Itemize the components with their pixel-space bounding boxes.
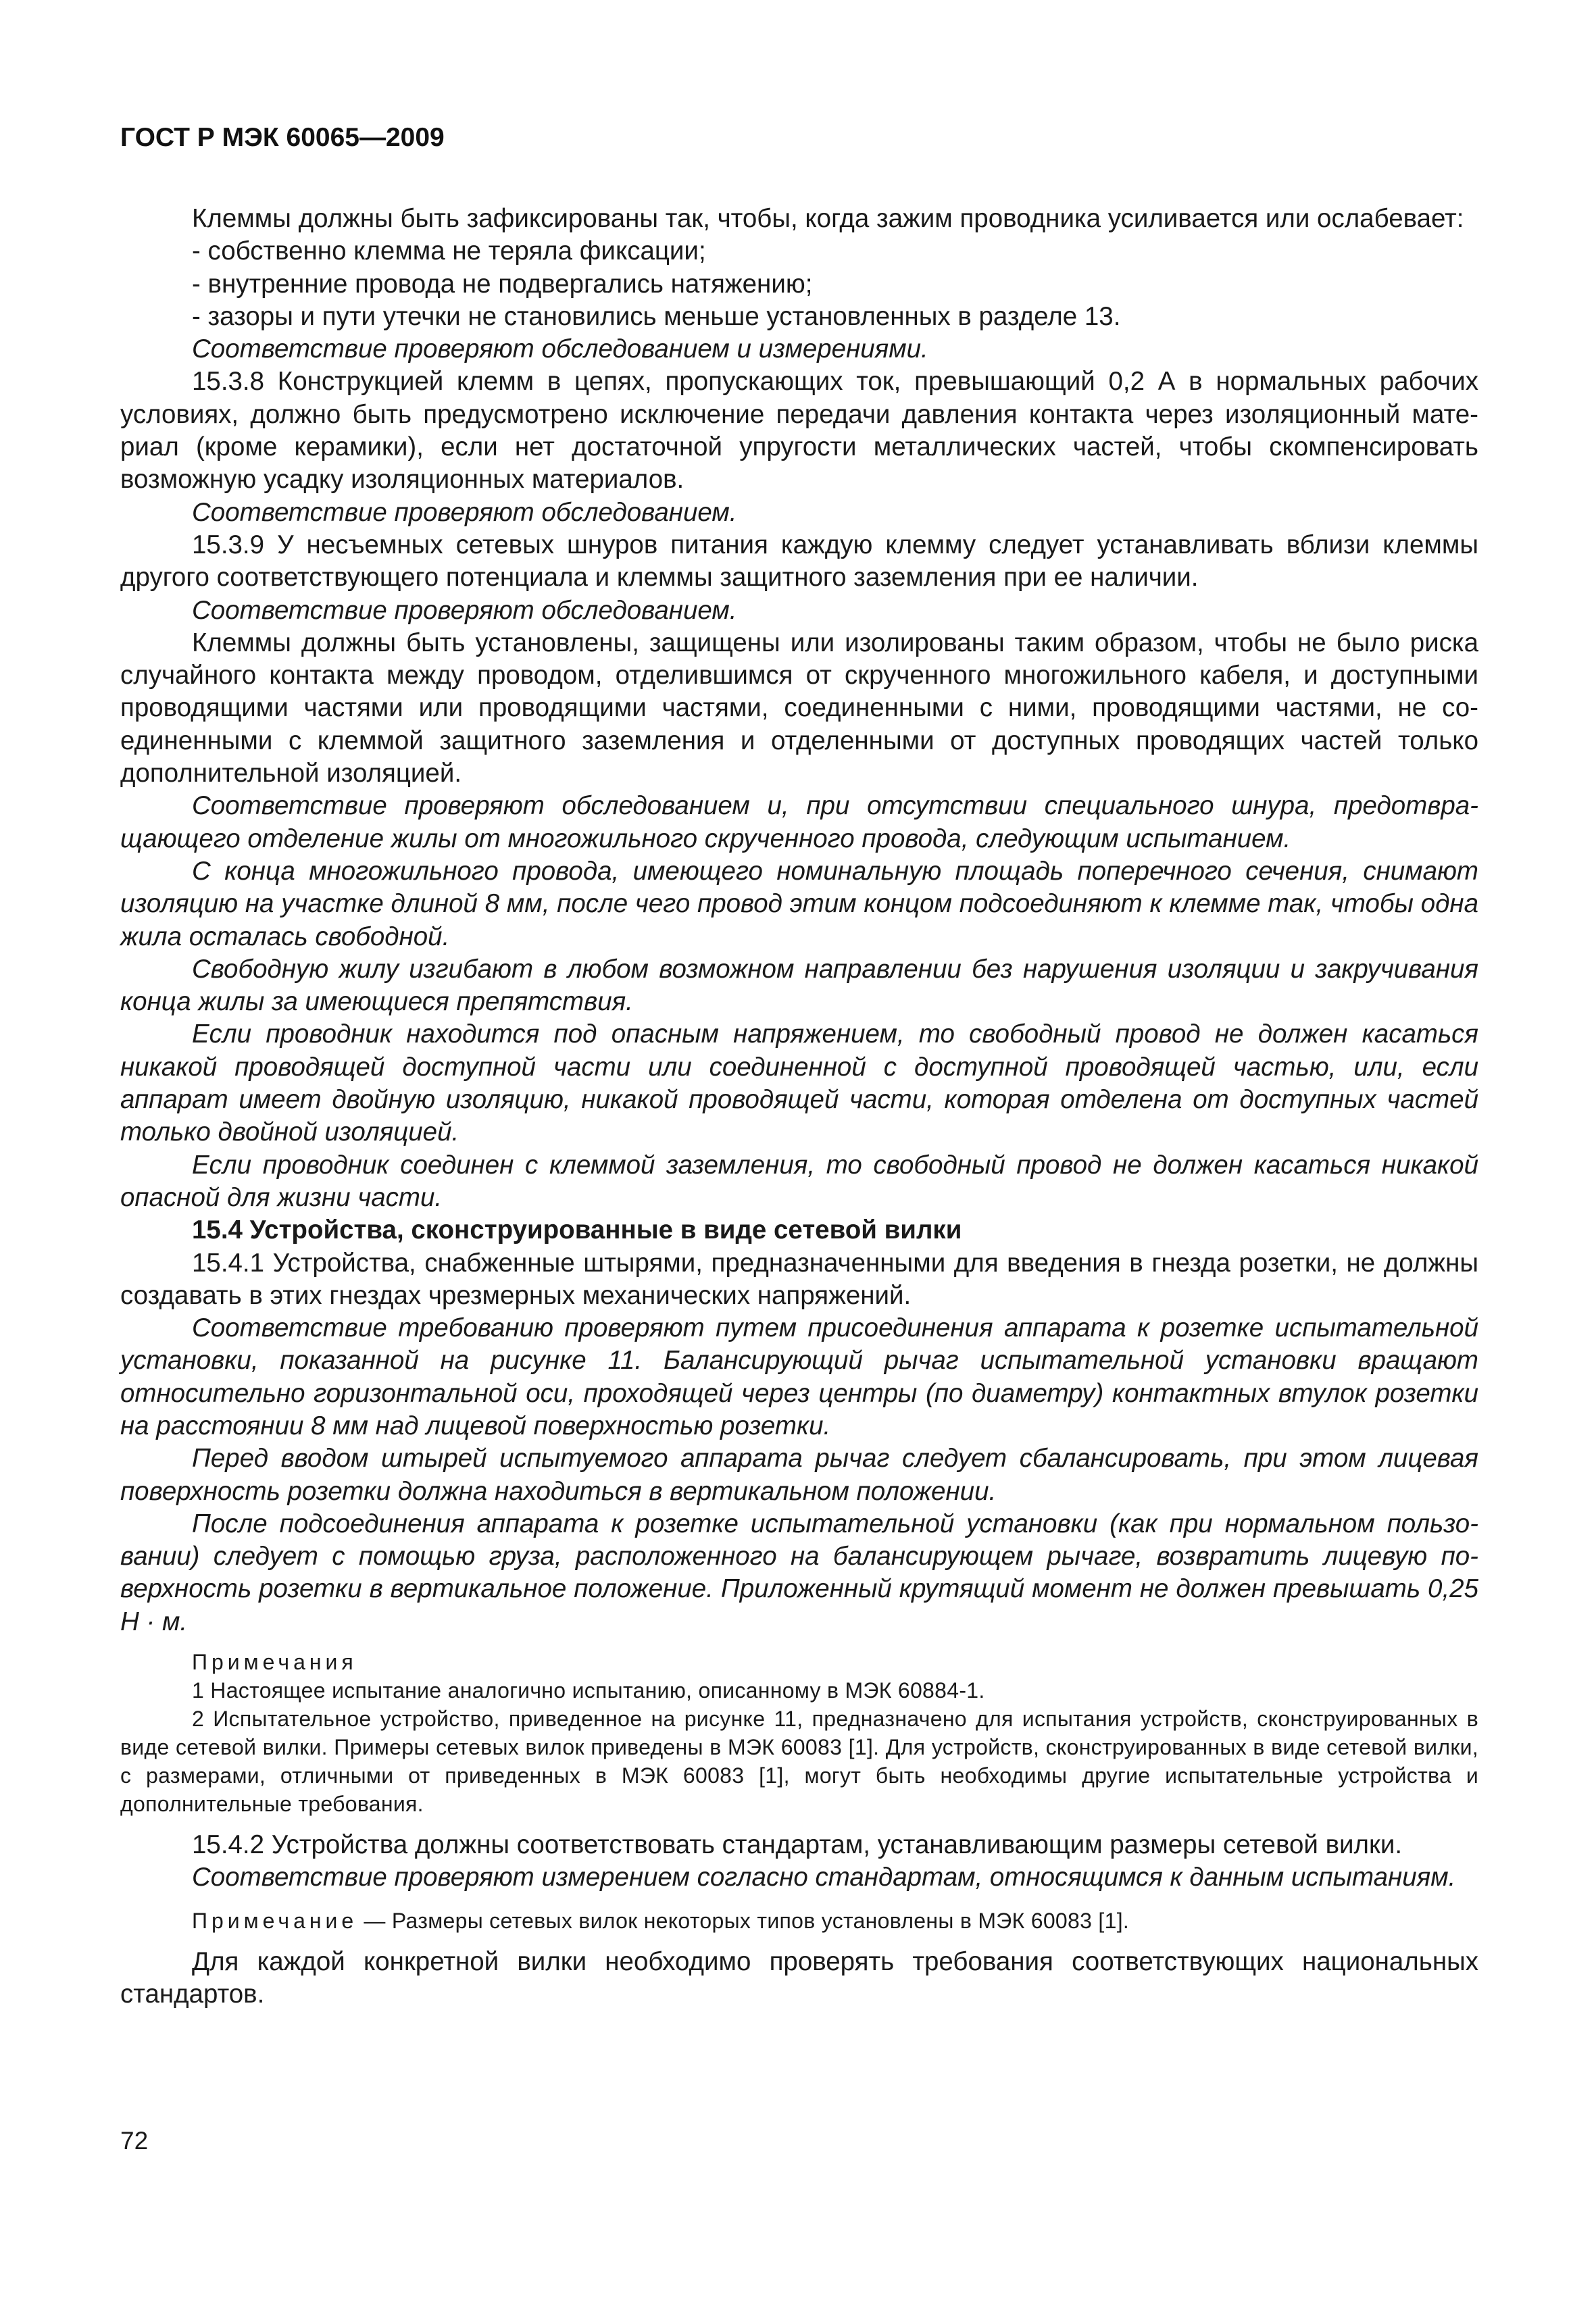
page-number: 72 [120, 2127, 149, 2155]
compliance-paragraph: Соответствие проверяют обследованием и измерениями. [192, 334, 928, 364]
compliance-paragraph: Соответствие проверяют обследованием. [192, 595, 737, 625]
test-paragraph: После подсоединения аппарата к розетке испытательной установки (как при нормальном пользовании) следует с помощью груза, расположенного на балансирующем рычаге, возвратить лицевую поверхность розетки в вертикальное положение. Приложенный крутящий момент не должен превышать 0,25 Н · м. [120, 1509, 1478, 1636]
clause-15-4-1: 15.4.1 Устройства, снабженные штырями, предназначенными для введения в гнезда розетки, не должны создавать в этих гнездах чрезмерных механических напряжений. [120, 1248, 1478, 1310]
compliance-paragraph: Соответствие требованию проверяют путем присоединения аппарата к розетке испытательной установки, показанной на рисунке 11. Балансирующий рычаг испытательной установки вращают относительно горизонтальной оси, проходящей через центры (по диаметру) контактных втулок розетки на расстоянии 8 мм над лицевой поверхностью розетки. [120, 1313, 1478, 1440]
clause-15-3-9: 15.3.9 У несъемных сетевых шнуров питания каждую клемму следует устанавливать вблизи клеммы другого соответствующего потенциала и клеммы защитного заземления при ее наличии. [120, 530, 1478, 593]
note-item: 1 Настоящее испытание аналогично испытанию, описанному в МЭК 60884-1. [192, 1678, 985, 1703]
note-text: — Размеры сетевых вилок некоторых типов установлены в МЭК 60083 [1]. [364, 1908, 1130, 1933]
note-single [120, 1907, 1478, 1935]
list-item: - внутренние провода не подвергались натяжению; [192, 269, 813, 299]
clause-15-3-8: 15.3.8 Конструкцией клемм в цепях, пропускающих ток, превышающий 0,2 А в нормальных рабочих условиях, должно быть предусмотрено исключение передачи давления контакта через изоляционный материал (кроме керамики), если нет достаточной упругости металлических частей, чтобы скомпенсировать возможную усадку изоляционных материалов. [120, 367, 1478, 495]
test-paragraph: Если проводник соединен с клеммой заземления, то свободный провод не должен касаться никакой опасной для жизни части. [120, 1150, 1478, 1212]
section-heading-15-4: 15.4 Устройства, сконструированные в виде сетевой вилки [192, 1215, 962, 1245]
document-body [120, 203, 1478, 2011]
paragraph: Для каждой конкретной вилки необходимо проверять требования соответствующих национальных стандартов. [120, 1946, 1478, 2009]
document-header: ГОСТ Р МЭК 60065—2009 [120, 123, 445, 152]
test-paragraph: С конца многожильного провода, имеющего номинальную площадь поперечного сечения, снимают изоляцию на участке длиной 8 мм, после чего провод этим концом подсоединяют к клемме так, чтобы одна жила осталась свободной. [120, 856, 1478, 951]
note-item: 2 Испытательное устройство, приведенное на рисунке 11, предназначено для испытания устройств, сконструированных в виде сетевой вилки. Примеры сетевых вилок приведены в МЭК 60083 [1]. Для устройств, сконструированных в виде сетевой вилки, с размерами, отличными от приведенных в МЭК 60083 [1], могут быть необходимы другие испытательные устройства и дополнительные требования. [120, 1707, 1478, 1817]
notes-heading: Примечания [192, 1650, 357, 1675]
compliance-paragraph: Соответствие проверяют измерением согласно стандартам, относящимся к данным испытаниям. [192, 1863, 1456, 1892]
test-paragraph: Свободную жилу изгибают в любом возможном направлении без нарушения изоляции и закручивания конца жилы за имеющиеся препятствия. [120, 954, 1478, 1017]
list-item: - собственно клемма не теряла фиксации; [192, 236, 706, 266]
paragraph: Клеммы должны быть установлены, защищены или изолированы таким образом, чтобы не было риска случайного контакта между проводом, отделившимся от скрученного многожильного кабеля, и доступными проводящими частями или проводящими частями, соединенными с ними, проводящими частями, не соединенными с клеммой защитного заземления и отделенными от доступных проводящих частей только дополнительной изоляцией. [120, 628, 1478, 788]
compliance-paragraph: Соответствие проверяют обследованием и, при отсутствии специального шнура, предотвращающего отделение жилы от многожильного скрученного провода, следующим испытанием. [120, 791, 1478, 853]
test-paragraph: Если проводник находится под опасным напряжением, то свободный провод не должен касаться никакой проводящей доступной части или соединенной с доступной проводящей частью, или, если аппарат имеет двойную изоляцию, никакой проводящей части, которая отделена от доступных частей только двойной изоляцией. [120, 1020, 1478, 1147]
note-label: Примечание [192, 1908, 358, 1933]
compliance-paragraph: Соответствие проверяют обследованием. [192, 497, 737, 527]
test-paragraph: Перед вводом штырей испытуемого аппарата рычаг следует сбалансировать, при этом лицевая поверхность розетки должна находиться в вертикальном положении. [120, 1444, 1478, 1506]
clause-15-4-2: 15.4.2 Устройства должны соответствовать стандартам, устанавливающим размеры сетевой вилки. [192, 1830, 1403, 1860]
list-item: - зазоры и пути утечки не становились меньше установленных в разделе 13. [192, 301, 1121, 331]
paragraph: Клеммы должны быть зафиксированы так, чтобы, когда зажим проводника усиливается или ослабевает: [192, 204, 1464, 233]
